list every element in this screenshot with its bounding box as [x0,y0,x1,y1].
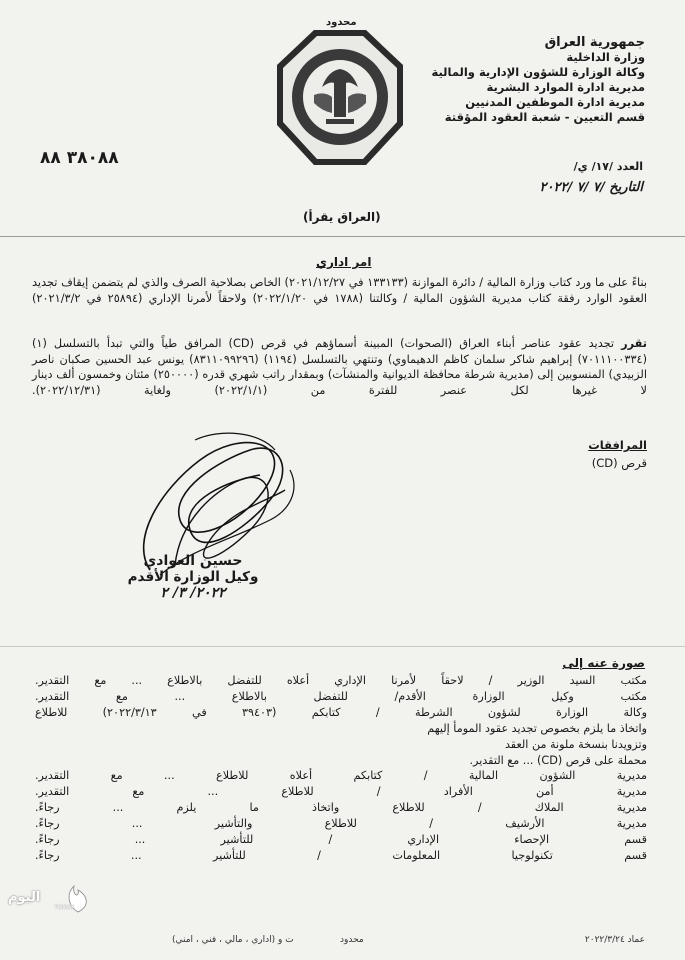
cc-line: مكتب وكيل الوزارة الأقدم/ للتفضل بالاطلاع ... مع التقدير. [35,689,647,703]
attachments-label: المرافقات [588,438,647,452]
footer-distribution: ت و (اداري ، مالي ، فني ، امني) [172,935,294,945]
order-body [32,275,647,306]
cc-line: وتزويدنا بنسخة ملونة من العقد [504,737,647,751]
header-line-4: مديرية ادارة الموارد البشرية [486,80,645,94]
decision-lead: تقرر [621,337,648,350]
letterhead [432,35,645,125]
header-line-1: جمهورية العراق [544,35,645,50]
order-decision [32,336,647,398]
body-paragraph-1: بناءً على ما ورد كتاب وزارة المالية / دائرة الموازنة (١٣٣١٣٣ في ٢٠٢١/١٢/٢٧) الخاص بصلاحية الصرف والذي لم يتضمن إيقاف تجديد العقود الوارد رفقة كتاب مديرية الشؤون المالية / وكالتنا (١٧٨٨ في ٢٠٢٢/١/٢٠) ولاحقاً لأمرنا الإداري (٢٥٨٩٤ في ٢٠٢١/٣/٢) [32,276,648,305]
reference-number: ٣٨٠٨٨ ٨٨ [40,148,119,168]
cc-title: صورة عنه إلى [562,656,645,670]
signer-date: ٢٠٢٢/ ٣/ ٢ [160,585,226,601]
decision-text: تجديد عقود عناصر أبناء العراق (الصحوات) المبينة أسماؤهم في قرص (CD) المرافق طياً والتي تبدأ بالتسلسل (١) (٧٠١١١٠٠٣٣٤) إبراهيم شاكر سلمان كاظم الدهيماوي) وتنتهي بالتسلسل (١١٩٤) (٨٣١١٠٩٩٢٩٦) يونس عبد الحسين صكبان ناصر الزبيدي) المنسوبين إلى (مديرية شرطة محافظة الديوانية والمنشآت) وبمقدار راتب شهري قدره (٢٥٠٠٠٠) مئتان وخمسون ألف دينار لا غيرها لكل عنصر للفترة من (٢٠٢٢/١/١) ولغاية (٢٠٢٢/١٢/٣١). [32,337,648,397]
body-paragraph-2 [32,336,647,398]
cc-line: واتخاذ ما يلزم بخصوص تجديد عقود المومأ إليهم [427,721,647,735]
cc-line: مكتب السيد الوزير / لاحقاً لأمرنا الإداري أعلاه للتفضل بالاطلاع ... مع التقدير. [35,674,647,687]
signer-name: حسين العوادي [143,553,243,569]
classification-top: محدود [326,17,357,28]
order-title: امر اداري [316,255,372,269]
attachments [588,436,647,472]
cc-line: مديرية الشؤون المالية / كتابكم أعلاه للاطلاع ... مع التقدير. [35,769,647,783]
watermark-logo [8,884,98,924]
watermark-text-en: TODAY [54,904,75,911]
signer-block [118,553,268,601]
slogan: (العراق يقرأ) [303,210,381,224]
header-line-6: قسم التعيين - شعبة العقود المؤقتة [444,110,645,124]
footer-classification: محدود [340,935,364,945]
cc-line: قسم الإحصاء الإداري / للتأشير ... رجاءً. [35,833,647,847]
cc-line: مديرية أمن الأفراد / للاطلاع ... مع التقدير. [35,785,647,799]
watermark-text: اليوم [8,890,41,905]
cc-line: قسم تكنولوجيا المعلومات / للتأشير ... رجاءً. [35,848,647,862]
cc-line: محملة على قرص (CD) ... مع التقدير. [469,753,647,767]
cc-list [35,673,647,864]
cc-line: وكالة الوزارة لشؤون الشرطة / كتابكم (٣٩٤٠٣ في ٢٠٢٢/٣/١٣) للاطلاع [35,705,647,719]
cc-line: مديرية الأرشيف / للاطلاع والتأشير ... رجاءً. [35,817,647,831]
header-line-2: وزارة الداخلية [566,50,645,64]
ministry-emblem-icon [270,25,410,175]
document-date: التاريخ /٧ /٧ /٢٠٢٢ [539,180,643,195]
header-line-5: مديرية ادارة الموظفين المدنيين [465,95,645,109]
header-line-3: وكالة الوزارة للشؤون الإدارية والمالية [431,65,645,79]
document-number: العدد /١٧/ ي/ [573,160,643,173]
header-divider [0,236,685,237]
attachments-item: قرص (CD) [591,456,647,470]
footer-clerk: عماد ٢٠٢٢/٣/٢٤ [584,935,645,945]
cc-line: مديرية الملاك / للاطلاع واتخاذ ما يلزم ... رجاءً. [35,801,647,815]
signer-title: وكيل الوزارة الأقدم [127,569,259,585]
section-divider [0,646,685,647]
